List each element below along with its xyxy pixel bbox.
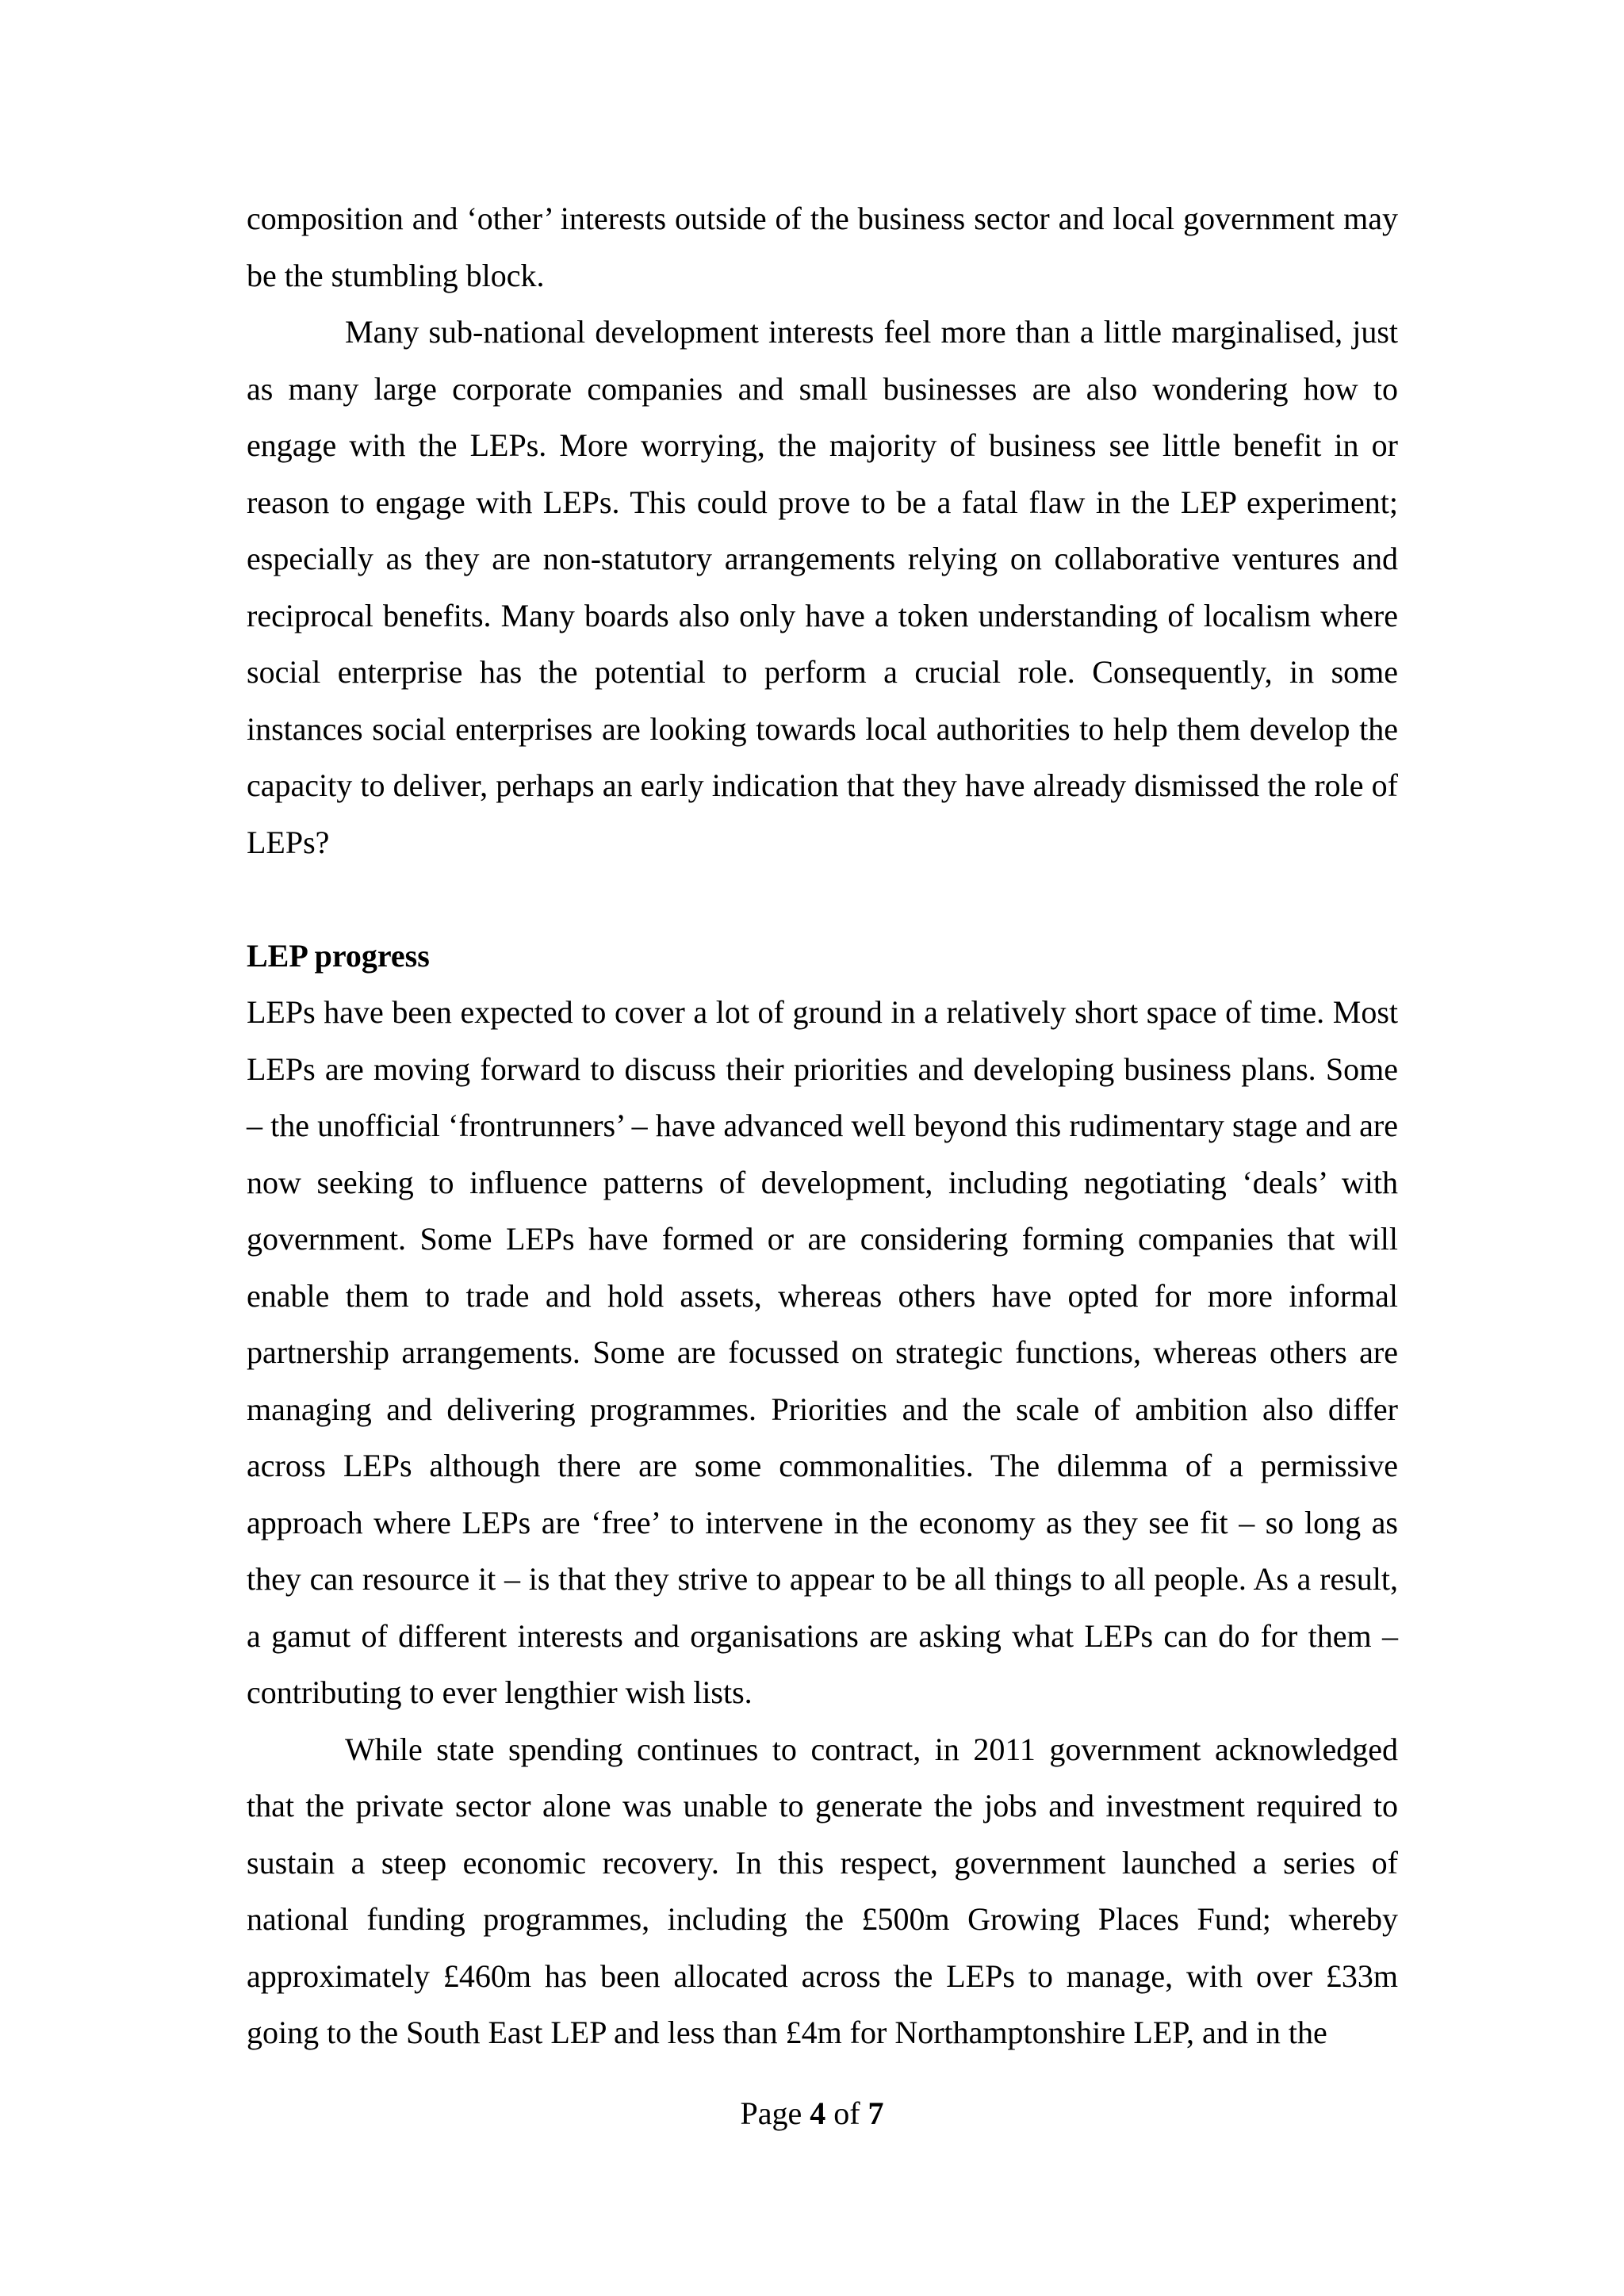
paragraph-state-spending: While state spending continues to contract, in 2011 government acknowledged that the private sector alone was unable to generate the jobs and investment required to sustain a steep economic recovery. In this respect, government launched a series of national funding programmes, including the £500m Growing Places Fund; whereby approximately £460m has been allocated across the LEPs to manage, with over £33m going to the South East LEP and less than £4m for Northamptonshire LEP, and in the [247,1731,1398,2050]
page-separator: of [825,2095,868,2131]
paragraph-marginalised-interests: Many sub-national development interests feel more than a little marginalised, just as many large corporate companies and small businesses are also wondering how to engage with the LEPs. More worrying, the majority of business see little benefit in or reason to engage with LEPs. This could prove to be a fatal flaw in the LEP experiment; especially as they are non-statutory arrangements relying on collaborative ventures and reciprocal benefits. Many boards also only have a token understanding of localism where social enterprise has the potential to perform a crucial role. Consequently, in some instances social enterprises are looking towards local authorities to help them develop the capacity to deliver, perhaps an early indication that they have already dismissed the role of LEPs? [247,314,1398,860]
section-heading-lep-progress: LEP progress [247,937,430,974]
total-page-count: 7 [868,2095,884,2131]
paragraph-spacer [247,871,1398,928]
paragraph-lep-progress: LEPs have been expected to cover a lot of ground in a relatively short space of time. Most LEPs are moving forward to discuss their priorities and developing business plans. Some – the unofficial ‘frontrunners’ – have advanced well beyond this rudimentary stage and are now seeking to influence patterns of development, including negotiating ‘deals’ with government. Some LEPs have formed or are considering forming companies that will enable them to trade and hold assets, whereas others have opted for more informal partnership arrangements. Some are focussed on strategic functions, whereas others are managing and delivering programmes. Priorities and the scale of ambition also differ across LEPs although there are some commonalities. The dilemma of a permissive approach where LEPs are ‘free’ to intervene in the economy as they see fit – so long as they can resource it – is that they strive to appear to be all things to all people. As a result, a gamut of different interests and organisations are asking what LEPs can do for them – contributing to ever lengthier wish lists. [247,994,1398,1710]
page-label: Page [740,2095,810,2131]
page-number-footer [0,2090,1624,2137]
paragraph-continuation: composition and ‘other’ interests outside of the business sector and local government may be the stumbling block. [247,201,1398,293]
current-page-number: 4 [810,2095,826,2131]
document-body [247,190,1398,2061]
